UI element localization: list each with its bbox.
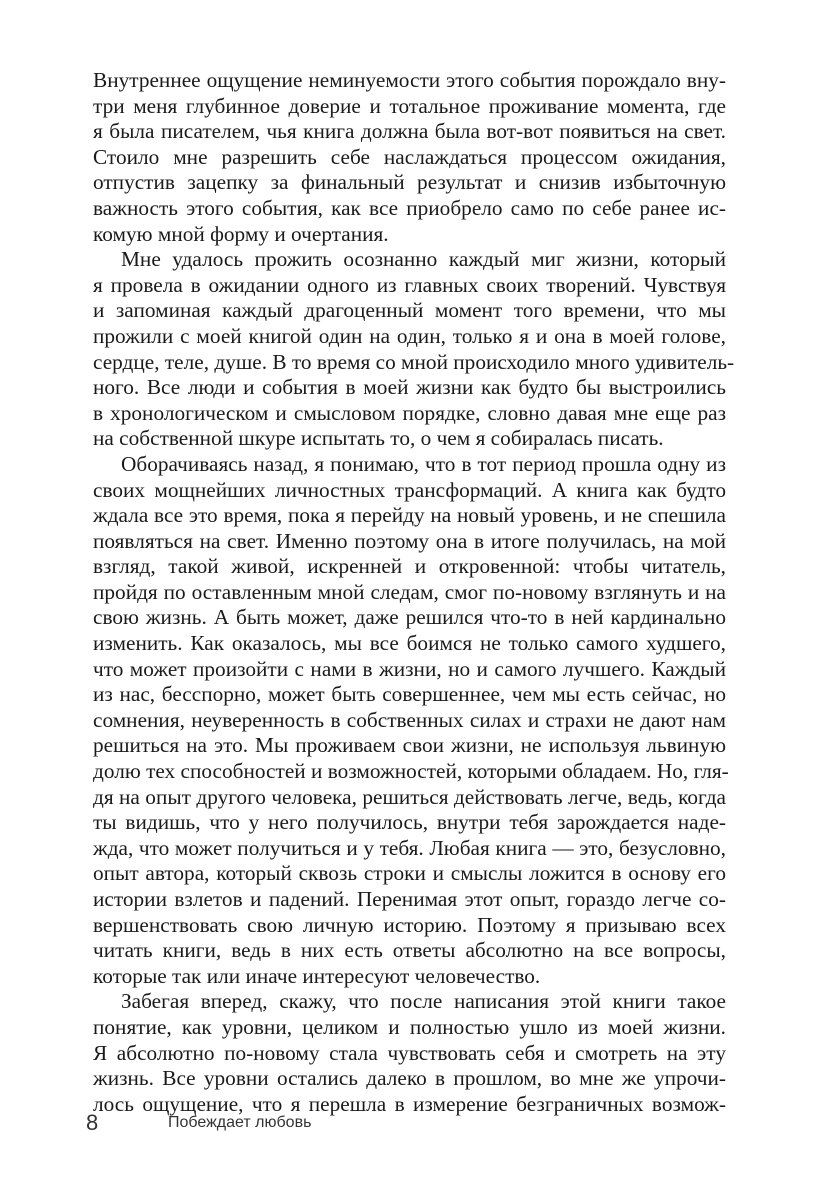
text-line: дя на опыт другого человека, решиться действовать легче, ведь, когда xyxy=(93,784,726,809)
text-line: которые так или иначе интересуют человечество. xyxy=(93,963,541,988)
text-line: вершенствовать свою личную историю. Поэтому я призываю всех xyxy=(93,912,726,937)
text-line: важность этого события, как все приобрело само по себе ранее ис- xyxy=(93,195,726,220)
text-line: Стоило мне разрешить себе наслаждаться процессом ожидания, xyxy=(93,144,726,169)
text-line: истории взлетов и падений. Перенимая этот опыт, гораздо легче со- xyxy=(93,887,726,911)
text-line: Оборачиваясь назад, я понимаю, что в тот период прошла одну из xyxy=(121,451,726,476)
text-line: появляться на свет. Именно поэтому она в итоге получилась, на мой xyxy=(93,528,726,553)
text-line: сердце, теле, душе. В то время со мной происходило много удивитель- xyxy=(93,349,735,374)
text-line: прожили с моей книгой один на один, только я и она в моей голове, xyxy=(93,323,726,348)
text-line: жизнь. Все уровни остались далеко в прошлом, во мне же упрочи- xyxy=(93,1066,726,1091)
text-line: опыт автора, который сквозь строки и смыслы ложится в основу его xyxy=(93,861,726,886)
body-text xyxy=(93,68,735,1117)
text-line: Я абсолютно по-новому стала чувствовать себя и смотреть на эту xyxy=(93,1040,726,1065)
text-line: три меня глубинное доверие и тотальное проживание момента, где xyxy=(93,93,726,118)
text-line: лось ощущение, что я перешла в измерение безграничных возмож- xyxy=(93,1091,726,1116)
text-line: я была писателем, чья книга должна была вот-вот появиться на свет. xyxy=(93,119,726,144)
text-line: ты видишь, что у него получилось, внутри тебя зарождается наде- xyxy=(93,810,726,835)
text-line: понятие, как уровни, целиком и полностью ушло из моей жизни. xyxy=(93,1014,726,1039)
text-line: своих мощнейших личностных трансформаций. А книга как будто xyxy=(93,477,726,502)
text-line: пройдя по оставленным мной следам, смог по-новому взглянуть и на xyxy=(93,579,726,604)
text-line: свою жизнь. А быть может, даже решился что-то в ней кардинально xyxy=(93,605,726,630)
text-line: и запоминая каждый драгоценный момент того времени, что мы xyxy=(93,298,726,323)
text-line: ного. Все люди и события в моей жизни как будто бы выстроились xyxy=(93,375,726,400)
paragraph xyxy=(93,451,729,989)
paragraph xyxy=(93,989,726,1117)
text-line: Забегая вперед, скажу, что после написания этой книги такое xyxy=(121,989,726,1014)
text-line: взгляд, такой живой, искренней и откровенной: чтобы читатель, xyxy=(93,554,726,579)
text-line: на собственной шкуре испытать то, о чем я собиралась писать. xyxy=(93,426,664,451)
text-line: изменить. Как оказалось, мы все боимся не только самого худшего, xyxy=(93,631,726,656)
paragraph xyxy=(93,68,726,247)
page-footer xyxy=(86,1110,726,1140)
text-line: жда, что может получиться и у тебя. Любая книга — это, безусловно, xyxy=(93,835,726,860)
text-line: комую мной форму и очертания. xyxy=(93,221,389,246)
text-line: долю тех способностей и возможностей, которыми обладаем. Но, гля- xyxy=(93,759,729,784)
text-line: я провела в ожидании одного из главных своих творений. Чувствуя xyxy=(93,272,726,297)
page-number: 8 xyxy=(86,1110,99,1135)
text-line: Внутреннее ощущение неминуемости этого события порождало вну- xyxy=(93,68,726,92)
running-title: Побеждает любовь xyxy=(168,1114,312,1131)
text-line: в хронологическом и смысловом порядке, словно давая мне еще раз xyxy=(93,400,726,425)
paragraph xyxy=(93,247,735,452)
text-line: Мне удалось прожить осознанно каждый миг жизни, который xyxy=(121,247,726,272)
text-line: сомнения, неуверенность в собственных силах и страхи не дают нам xyxy=(93,707,726,732)
text-line: читать книги, ведь в них есть ответы абсолютно на все вопросы, xyxy=(93,938,726,963)
text-line: решиться на это. Мы проживаем свои жизни, не используя львиную xyxy=(93,733,726,758)
text-line: из нас, бесспорно, может быть совершеннее, чем мы есть сейчас, но xyxy=(93,682,726,707)
text-line: ждала все это время, пока я перейду на новый уровень, и не спешила xyxy=(93,503,726,528)
text-line: отпустив зацепку за финальный результат и снизив избыточную xyxy=(93,170,726,195)
text-line: что может произойти с нами в жизни, но и самого лучшего. Каждый xyxy=(93,656,726,681)
